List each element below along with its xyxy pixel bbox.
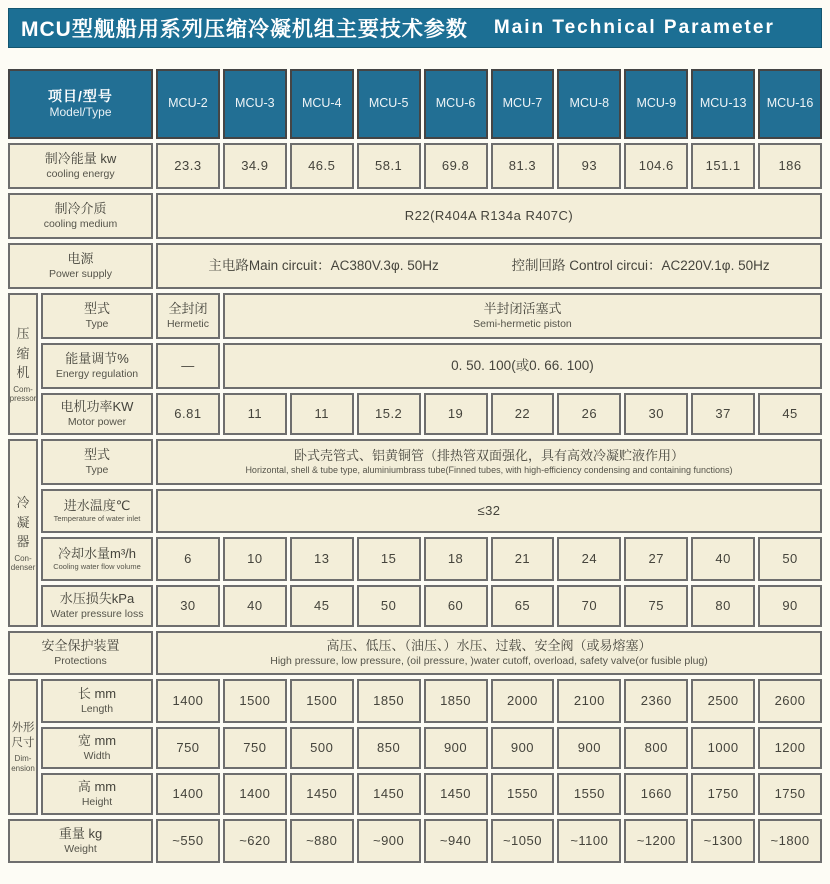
value: 30: [648, 405, 664, 421]
value-cell: [357, 819, 421, 863]
value: 1750: [774, 785, 806, 801]
row-label-zh: 电源: [67, 251, 94, 267]
value-cell: [290, 819, 354, 863]
row-label-zh: 水压损失kPa: [59, 591, 135, 607]
header-label-zh: 项目/型号: [48, 87, 113, 104]
value-cell: [290, 537, 354, 581]
value-en: Semi-hermetic piston: [473, 317, 572, 330]
value-cell: [424, 143, 488, 189]
value: 6.81: [174, 405, 202, 421]
value-cell: [357, 727, 421, 769]
header-model-cell: [491, 69, 555, 139]
value: 6: [184, 550, 192, 566]
value-cell: [557, 393, 621, 435]
cooling-medium-value-cell: [156, 193, 822, 239]
value-cell: [624, 537, 688, 581]
value: 1200: [774, 739, 806, 755]
value-cell: [758, 679, 822, 723]
row-label-power-supply: [8, 243, 153, 289]
model-name: MCU-4: [301, 96, 342, 111]
value-cell: [557, 679, 621, 723]
water-inlet-temp-value-cell: [156, 489, 822, 533]
row-label-zh: 安全保护装置: [41, 638, 120, 654]
value-cell: [491, 143, 555, 189]
hermetic-cell: [156, 293, 220, 339]
row-label-en: Type: [85, 317, 109, 330]
value: 1400: [172, 785, 204, 801]
value: 1450: [306, 785, 338, 801]
value: 900: [510, 739, 535, 755]
value-cell: [223, 585, 287, 627]
row-label-width: [41, 727, 153, 769]
value-cell: [624, 585, 688, 627]
value: 900: [443, 739, 468, 755]
value: 1500: [239, 692, 271, 708]
semi-hermetic-cell: [223, 293, 822, 339]
header-model-cell: [290, 69, 354, 139]
value-cell: [491, 585, 555, 627]
value: 34.9: [241, 157, 269, 173]
header-model-cell: [758, 69, 822, 139]
value-zh: 卧式壳管式、铝黄铜管（排热管双面强化，具有高效冷凝贮液作用）: [293, 448, 684, 464]
value: 40: [247, 597, 263, 613]
value: 2000: [506, 692, 538, 708]
value: 1550: [573, 785, 605, 801]
value: 1400: [239, 785, 271, 801]
value: ~1800: [770, 832, 810, 848]
value: 21: [514, 550, 531, 566]
row-label-energy-regulation: [41, 343, 153, 389]
value-cell: [156, 679, 220, 723]
value: 500: [310, 739, 334, 755]
row-label-en: Power supply: [48, 267, 113, 280]
value-cell: [691, 143, 755, 189]
value: 11: [247, 405, 263, 421]
value-cell: [624, 773, 688, 815]
value: 45: [314, 597, 330, 613]
row-label-compressor-type: [41, 293, 153, 339]
value: 26: [581, 405, 598, 421]
value-cell: [691, 773, 755, 815]
value-cell: [758, 585, 822, 627]
value: 15: [380, 550, 397, 566]
value: 24: [581, 550, 598, 566]
value-cell: [691, 537, 755, 581]
row-label-en: cooling medium: [43, 217, 118, 230]
value: 65: [514, 597, 531, 613]
page-title-en: Main Technical Parameter: [493, 17, 775, 38]
control-circuit-value: 控制回路 Control circui：AC220V.1φ. 50Hz: [511, 257, 770, 273]
header-model-cell: [691, 69, 755, 139]
value-cell: [424, 393, 488, 435]
value: 30: [180, 597, 196, 613]
value: 10: [247, 550, 263, 566]
value-cell: [424, 537, 488, 581]
row-label-water-inlet-temp: [41, 489, 153, 533]
value: 93: [581, 157, 598, 173]
value: 750: [176, 739, 200, 755]
row-label-weight: [8, 819, 153, 863]
value: 27: [648, 550, 664, 566]
value: ~620: [239, 832, 271, 848]
value-zh: 半封闭活塞式: [483, 301, 562, 317]
value: 22: [514, 405, 531, 421]
value-zh: 全封闭: [168, 301, 208, 317]
value: 1550: [506, 785, 538, 801]
value-cell: [424, 727, 488, 769]
header-model-cell: [223, 69, 287, 139]
energy-regulation-value-cell: [223, 343, 822, 389]
value-cell: [624, 819, 688, 863]
group-label-en: Com-pressor: [9, 384, 37, 404]
header-label-en: Model/Type: [49, 105, 112, 120]
row-label-zh: 型式: [83, 301, 110, 317]
row-label-en: cooling energy: [46, 167, 115, 180]
value-cell: [557, 537, 621, 581]
value: 186: [778, 157, 802, 173]
value-cell: [156, 819, 220, 863]
value-cell: [223, 727, 287, 769]
group-label-zh: 压缩机: [16, 326, 30, 381]
row-label-zh: 型式: [83, 447, 110, 463]
value: 750: [243, 739, 267, 755]
main-circuit-value: 主电路Main circuit：AC380V.3φ. 50Hz: [208, 257, 439, 273]
value: 15.2: [374, 405, 403, 421]
value-cell: [357, 537, 421, 581]
group-label-zh: 冷凝器: [16, 495, 30, 550]
value: 0. 50. 100(或0. 66. 100): [451, 357, 594, 373]
value-cell: [758, 819, 822, 863]
group-label-en: Con-denser: [10, 553, 36, 573]
header-model-cell: [424, 69, 488, 139]
value-cell: [223, 679, 287, 723]
value-cell: [557, 585, 621, 627]
row-label-length: [41, 679, 153, 723]
model-name: MCU-16: [766, 96, 814, 111]
model-name: MCU-5: [368, 96, 409, 111]
condenser-type-value-cell: [156, 439, 822, 485]
row-label-en: Cooling water flow volume: [53, 562, 141, 572]
value: 1450: [440, 785, 471, 801]
row-label-en: Protections: [54, 654, 107, 667]
title-bar: [8, 8, 822, 48]
value-cell: [491, 679, 555, 723]
group-label-en: Dim-ension: [11, 753, 35, 773]
value-cell: [357, 679, 421, 723]
row-label-motor-power: [41, 393, 153, 435]
value-cell: [758, 773, 822, 815]
value: 18: [447, 550, 464, 566]
value-cell: [357, 773, 421, 815]
value: 45: [782, 405, 798, 421]
value: ~1200: [636, 832, 676, 848]
value-cell: [290, 585, 354, 627]
model-name: MCU-7: [502, 96, 543, 111]
value: 75: [648, 597, 664, 613]
value-cell: [290, 393, 354, 435]
value-cell: [424, 819, 488, 863]
value-cell: [491, 773, 555, 815]
value: 2600: [774, 692, 806, 708]
model-name: MCU-2: [168, 96, 208, 111]
value-cell: [424, 585, 488, 627]
value: 800: [644, 739, 668, 755]
value-cell: [557, 819, 621, 863]
energy-regulation-dash-cell: [156, 343, 220, 389]
value: ~880: [306, 832, 338, 848]
row-label-zh: 制冷能量 kw: [44, 151, 117, 167]
row-label-zh: 冷却水量m³/h: [57, 546, 136, 562]
group-label-compressor: [8, 293, 38, 435]
value: 1850: [373, 692, 405, 708]
value: ≤32: [477, 502, 501, 518]
row-label-cooling-energy: [8, 143, 153, 189]
value: 50: [782, 550, 798, 566]
row-label-condenser-type: [41, 439, 153, 485]
value-cell: [624, 727, 688, 769]
header-model-cell: [156, 69, 220, 139]
value: 2100: [573, 692, 605, 708]
row-label-zh: 高 mm: [77, 779, 117, 795]
value: 2500: [707, 692, 739, 708]
value-cell: [223, 819, 287, 863]
value-cell: [156, 773, 220, 815]
value-cell: [357, 585, 421, 627]
value: 13: [314, 550, 330, 566]
value-cell: [491, 537, 555, 581]
value-cell: [156, 393, 220, 435]
value-cell: [156, 143, 220, 189]
value-cell: [758, 727, 822, 769]
value: 37: [715, 405, 731, 421]
value-cell: [557, 773, 621, 815]
row-label-en: Width: [83, 749, 111, 762]
value-cell: [357, 393, 421, 435]
value: 58.1: [374, 157, 403, 173]
header-model-type-cell: [8, 69, 153, 139]
value-cell: [691, 819, 755, 863]
value: 19: [447, 405, 464, 421]
value-cell: [557, 143, 621, 189]
value: 46.5: [308, 157, 336, 173]
row-label-en: Height: [81, 795, 113, 808]
row-label-en: Length: [80, 702, 114, 715]
value-cell: [691, 727, 755, 769]
value-cell: [156, 537, 220, 581]
row-label-en: Weight: [64, 842, 97, 855]
value-cell: [357, 143, 421, 189]
value-cell: [557, 727, 621, 769]
model-name: MCU-9: [636, 96, 677, 111]
row-label-zh: 制冷介质: [54, 201, 107, 217]
value: ~550: [172, 832, 204, 848]
value-cell: [691, 393, 755, 435]
value: 80: [715, 597, 731, 613]
model-name: MCU-8: [569, 96, 610, 111]
value: 90: [782, 597, 798, 613]
row-label-en: Type: [85, 463, 109, 476]
value: 1660: [640, 785, 672, 801]
value-cell: [156, 585, 220, 627]
value: 50: [380, 597, 397, 613]
row-label-zh: 宽 mm: [77, 733, 117, 749]
value: 81.3: [508, 157, 537, 173]
value-cell: [624, 679, 688, 723]
model-name: MCU-13: [699, 96, 747, 111]
value-cell: [758, 393, 822, 435]
value-cell: [491, 727, 555, 769]
value: R22(R404A R134a R407C): [404, 207, 574, 223]
value-cell: [691, 585, 755, 627]
header-model-cell: [624, 69, 688, 139]
value: ~1300: [703, 832, 743, 848]
value-cell: [290, 679, 354, 723]
value-cell: [491, 393, 555, 435]
value-en: Horizontal, shell & tube type, aluminiumbrass tube(Finned tubes, with high-efficiency condensing and containing functions): [245, 464, 733, 475]
value-cell: [223, 773, 287, 815]
value-cell: [691, 679, 755, 723]
group-label-dimension: [8, 679, 38, 815]
value-cell: [223, 143, 287, 189]
power-supply-value-cell: [156, 243, 822, 289]
row-label-protections: [8, 631, 153, 675]
row-label-zh: 重量 kg: [58, 826, 103, 842]
value: ~1100: [570, 832, 609, 848]
value-en: High pressure, low pressure, (oil pressure, )water cutoff, overload, safety valve(or fusible plug): [270, 654, 708, 667]
value: 1850: [440, 692, 471, 708]
value: 40: [715, 550, 731, 566]
row-label-zh: 电机功率KW: [60, 399, 134, 415]
value: —: [181, 357, 195, 373]
row-label-cooling-medium: [8, 193, 153, 239]
row-label-en: Energy regulation: [55, 367, 139, 380]
value: 151.1: [705, 157, 741, 173]
value: 900: [577, 739, 601, 755]
value: ~940: [439, 832, 472, 848]
value: ~1050: [502, 832, 542, 848]
value-cell: [758, 537, 822, 581]
protections-value-cell: [156, 631, 822, 675]
row-label-height: [41, 773, 153, 815]
value-cell: [624, 143, 688, 189]
group-label-zh: 外形尺寸: [11, 721, 35, 750]
row-label-en: Water pressure loss: [50, 607, 144, 620]
value-cell: [290, 727, 354, 769]
model-name: MCU-6: [435, 96, 476, 111]
value: 69.8: [441, 157, 470, 173]
page-title-zh: MCU型舰船用系列压缩冷凝机组主要技术参数: [21, 18, 468, 41]
value: 850: [377, 739, 401, 755]
model-name: MCU-3: [235, 96, 275, 111]
header-model-cell: [357, 69, 421, 139]
value: 60: [447, 597, 464, 613]
row-label-cooling-water-flow: [41, 537, 153, 581]
value: 104.6: [638, 157, 674, 173]
value: 23.3: [174, 157, 202, 173]
value-cell: [223, 537, 287, 581]
row-label-zh: 长 mm: [77, 686, 117, 702]
value: 1450: [373, 785, 405, 801]
header-model-cell: [557, 69, 621, 139]
value: 70: [581, 597, 598, 613]
value: 1400: [172, 692, 204, 708]
value-cell: [758, 143, 822, 189]
value-cell: [156, 727, 220, 769]
group-label-condenser: [8, 439, 38, 627]
value: 1500: [306, 692, 338, 708]
value-en: Hermetic: [166, 317, 209, 330]
row-label-en: Temperature of water inlet: [53, 514, 141, 524]
value: 2360: [640, 692, 672, 708]
value-zh: 高压、低压、（油压、）水压、过载、安全阀（或易熔塞）: [326, 638, 652, 654]
row-label-water-pressure-loss: [41, 585, 153, 627]
value: ~900: [372, 832, 405, 848]
row-label-zh: 能量调节%: [65, 351, 129, 367]
value: 1750: [707, 785, 739, 801]
value-cell: [424, 679, 488, 723]
value: 1000: [707, 739, 739, 755]
value-cell: [424, 773, 488, 815]
value-cell: [491, 819, 555, 863]
value-cell: [624, 393, 688, 435]
value-cell: [223, 393, 287, 435]
value: 11: [314, 405, 329, 421]
value-cell: [290, 773, 354, 815]
value-cell: [290, 143, 354, 189]
parameters-table: [8, 69, 822, 863]
row-label-en: Motor power: [67, 415, 127, 428]
row-label-zh: 进水温度℃: [63, 498, 131, 514]
